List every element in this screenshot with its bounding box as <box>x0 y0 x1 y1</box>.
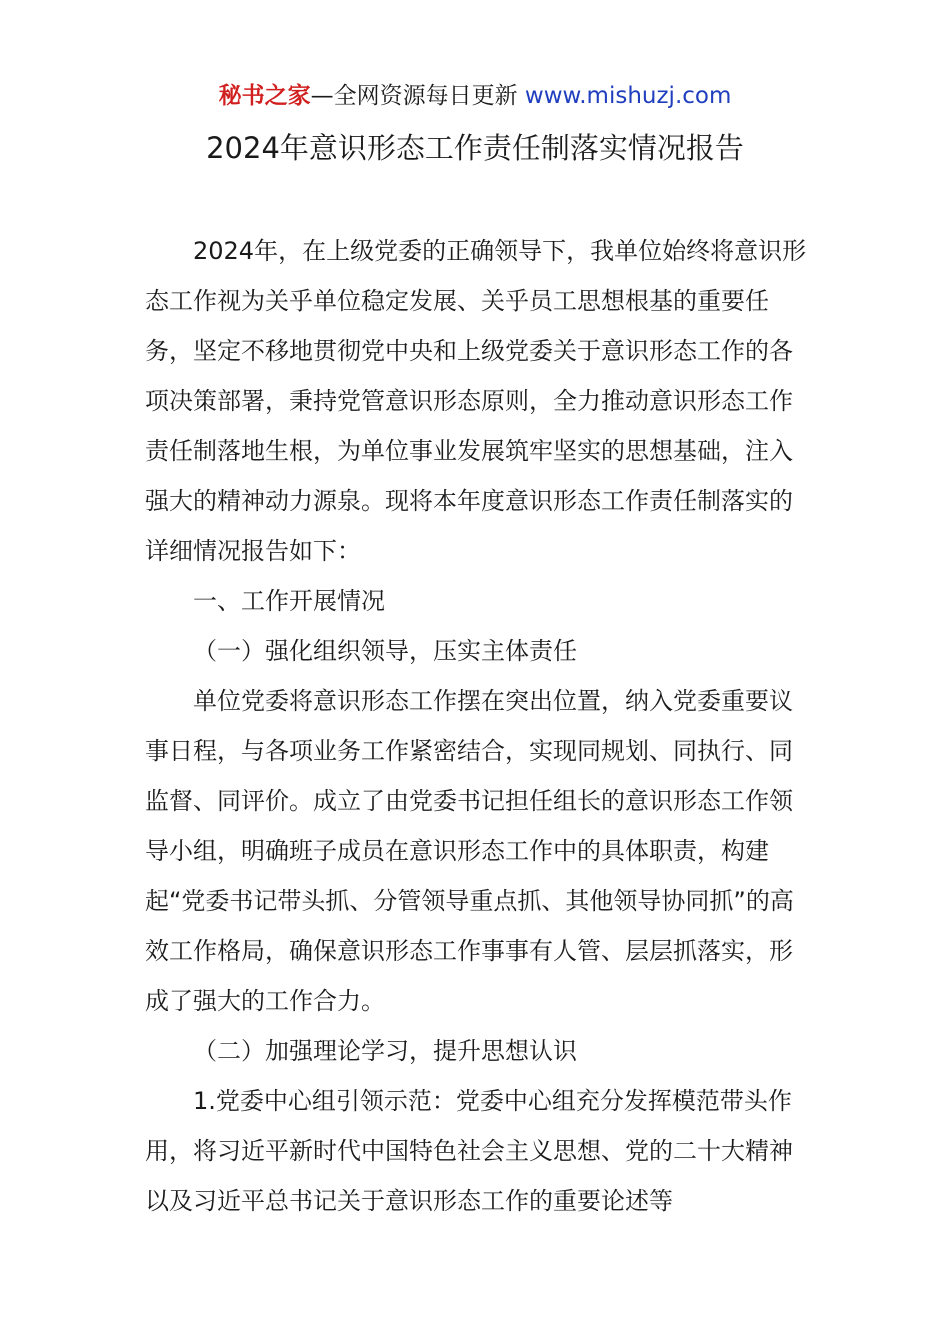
document-body <box>145 226 807 1226</box>
intro-paragraph: 2024年，在上级党委的正确领导下，我单位始终将意识形态工作视为关乎单位稳定发展、关乎员工思想根基的重要任务，坚定不移地贯彻党中央和上级党委关于意识形态工作的各项决策部署，秉持党管意识形态原则，全力推动意识形态工作责任制落地生根，为单位事业发展筑牢坚实的思想基础，注入强大的精神动力源泉。现将本年度意识形态工作责任制落实的详细情况报告如下： <box>145 237 807 565</box>
subsection-heading: （二）加强理论学习，提升思想认识 <box>193 1037 577 1065</box>
body-paragraph: 单位党委将意识形态工作摆在突出位置，纳入党委重要议事日程，与各项业务工作紧密结合，实现同规划、同执行、同监督、同评价。成立了由党委书记担任组长的意识形态工作领导小组，明确班子成员在意识形态工作中的具体职责，构建起“党委书记带头抓、分管领导重点抓、其他领导协同抓”的高效工作格局，确保意识形态工作事事有人管、层层抓落实，形成了强大的工作合力。 <box>145 687 794 1015</box>
body-paragraph: 1.党委中心组引领示范：党委中心组充分发挥模范带头作用，将习近平新时代中国特色社会主义思想、党的二十大精神以及习近平总书记关于意识形态工作的重要论述等 <box>145 1087 793 1215</box>
header-tagline: —全网资源每日更新 <box>310 83 525 109</box>
subsection-heading: （一）强化组织领导，压实主体责任 <box>193 637 577 665</box>
document-title: 2024年意识形态工作责任制落实情况报告 <box>206 131 744 165</box>
brand-name: 秘书之家 <box>218 83 311 109</box>
site-header <box>0 80 950 112</box>
site-url[interactable]: www.mishuzj.com <box>524 83 732 109</box>
section-heading: 一、工作开展情况 <box>193 587 385 615</box>
